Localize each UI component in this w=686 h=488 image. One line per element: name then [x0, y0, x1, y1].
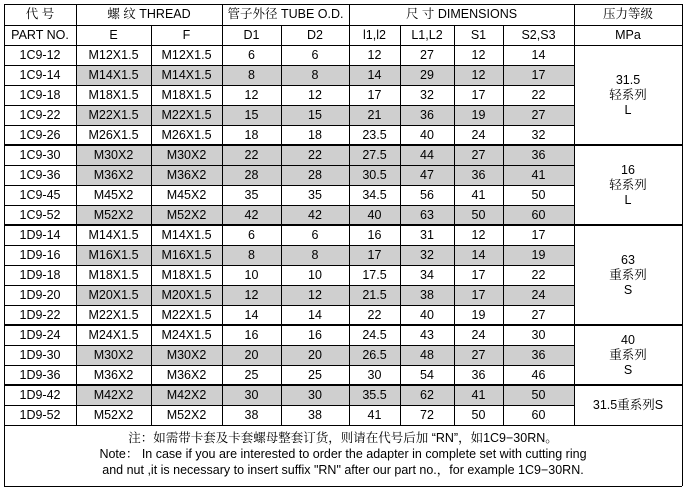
part-number-cell: 1D9-14 [19, 227, 61, 242]
grid-line [4, 305, 574, 306]
grid-line [4, 125, 574, 126]
pressure-class-cell [574, 45, 682, 145]
table-cell: 36 [454, 165, 503, 185]
pressure-class-cell [574, 325, 682, 385]
header-f: F [182, 27, 191, 42]
table-cell: M42X2 [76, 385, 151, 405]
grid-line [503, 25, 504, 425]
table-cell: 27 [503, 105, 574, 125]
table-cell: 42 [222, 205, 281, 225]
table-cell: M30X2 [151, 145, 222, 165]
grid-line [4, 285, 574, 286]
table-cell: 18 [308, 127, 322, 142]
table-cell: 28 [281, 165, 349, 185]
table-cell: 24 [503, 285, 574, 305]
table-cell: 8 [281, 65, 349, 85]
grid-line [4, 65, 574, 66]
table-cell: 54 [420, 367, 434, 382]
table-cell: M22X1.5 [161, 307, 212, 322]
table-cell: 12 [367, 47, 382, 62]
table-cell: 6 [311, 47, 319, 62]
table-cell: M22X1.5 [151, 105, 222, 125]
note-chinese: 注：如需带卡套及卡套螺母整套订货，则请在代号后加 “RN”，如1C9−30RN。 [128, 431, 558, 445]
grid-line [222, 4, 223, 425]
grid-line [4, 365, 574, 366]
table-cell: 40 [420, 307, 434, 322]
table-cell: M30X2 [76, 145, 151, 165]
pressure-code: L [624, 192, 632, 207]
pressure-value: 31.5重系列S [592, 397, 664, 412]
header-d2: D2 [307, 27, 323, 42]
table-cell: M52X2 [76, 205, 151, 225]
grid-line [4, 224, 682, 226]
header-e: E [109, 27, 118, 42]
table-cell: 27.5 [349, 145, 400, 165]
table-cell: M36X2 [166, 367, 207, 382]
part-number-cell: 1D9-52 [19, 407, 61, 422]
grid-line [76, 4, 77, 425]
grid-line [4, 4, 682, 5]
table-cell: 24 [471, 127, 486, 142]
table-cell: 17 [531, 227, 546, 242]
table-cell: 35 [308, 187, 322, 202]
pressure-value: 16 [621, 162, 635, 177]
part-number-cell: 1C9-12 [19, 47, 61, 62]
part-number-cell: 1C9-52 [19, 207, 61, 222]
pressure-value: 63 [621, 252, 635, 267]
table-cell: 35 [244, 187, 259, 202]
table-cell: M14X1.5 [88, 227, 139, 242]
table-cell: 14 [308, 307, 322, 322]
grid-line [400, 25, 401, 425]
pressure-series: 重系列 [609, 347, 647, 362]
grid-line [4, 105, 574, 106]
grid-line [454, 25, 455, 425]
table-cell: 19 [454, 105, 503, 125]
table-cell: 40 [420, 127, 434, 142]
header-part-no: PART NO. [11, 27, 69, 42]
part-number-cell: 1D9-36 [19, 367, 61, 382]
table-cell: 6 [248, 227, 255, 242]
table-cell: 23.5 [362, 127, 387, 142]
table-cell: M45X2 [93, 187, 134, 202]
table-cell: 40 [349, 205, 400, 225]
table-cell: 8 [281, 245, 349, 265]
pressure-code: S [623, 362, 633, 377]
table-cell: 30 [222, 385, 281, 405]
table-cell: M18X1.5 [161, 267, 212, 282]
pressure-code: L [624, 102, 632, 117]
table-cell: 38 [400, 285, 454, 305]
table-cell: 17 [503, 65, 574, 85]
header-part-no-cn: 代 号 [25, 7, 55, 21]
table-cell: 50 [454, 205, 503, 225]
table-cell: M22X1.5 [76, 105, 151, 125]
table-cell: 36 [400, 105, 454, 125]
table-cell: 21.5 [349, 285, 400, 305]
part-number-cell: 1C9-22 [19, 107, 61, 122]
grid-line [4, 185, 574, 186]
table-cell: 72 [420, 407, 434, 422]
table-cell: 16 [367, 227, 382, 242]
table-cell: 20 [281, 345, 349, 365]
table-cell: M18X1.5 [88, 87, 139, 102]
table-cell: M16X1.5 [76, 245, 151, 265]
table-cell: M26X1.5 [88, 127, 139, 142]
table-cell: 60 [503, 205, 574, 225]
table-cell: 62 [400, 385, 454, 405]
part-number-cell: 1C9-26 [19, 127, 61, 142]
table-cell: M20X1.5 [76, 285, 151, 305]
table-cell: 26.5 [349, 345, 400, 365]
table-cell: 28 [222, 165, 281, 185]
table-cell: 36 [503, 145, 574, 165]
table-cell: 22 [531, 87, 546, 102]
table-cell: 44 [400, 145, 454, 165]
table-cell: 8 [222, 65, 281, 85]
table-cell: 10 [308, 267, 322, 282]
table-cell: M42X2 [151, 385, 222, 405]
table-cell: M52X2 [151, 205, 222, 225]
table-cell: 48 [400, 345, 454, 365]
table-cell: M45X2 [166, 187, 207, 202]
table-cell: 50 [471, 407, 486, 422]
table-cell: 24 [471, 327, 486, 342]
table-cell: 60 [531, 407, 546, 422]
pressure-class-cell [574, 385, 682, 425]
grid-line [4, 144, 682, 146]
table-cell: 17 [471, 87, 486, 102]
table-cell: 25 [244, 367, 259, 382]
table-cell: M12X1.5 [161, 47, 212, 62]
table-cell: 6 [311, 227, 319, 242]
order-note [4, 430, 682, 478]
table-cell: 22 [531, 267, 546, 282]
table-cell: 17 [349, 245, 400, 265]
table-cell: M20X1.5 [151, 285, 222, 305]
grid-line [682, 4, 683, 486]
grid-line [349, 4, 350, 425]
part-number-cell: 1D9-30 [19, 347, 61, 362]
pressure-class-cell [574, 145, 682, 225]
table-cell: 30.5 [349, 165, 400, 185]
table-cell: 46 [531, 367, 546, 382]
table-cell: M14X1.5 [161, 227, 212, 242]
grid-line [151, 25, 152, 425]
grid-line [4, 205, 574, 206]
table-cell: 18 [244, 127, 259, 142]
table-cell: 38 [308, 407, 322, 422]
part-number-cell: 1D9-42 [19, 387, 61, 402]
table-cell: 15 [222, 105, 281, 125]
table-cell: 47 [400, 165, 454, 185]
grid-line [4, 384, 682, 386]
table-cell: 29 [400, 65, 454, 85]
table-cell: 10 [244, 267, 259, 282]
header-tube-od: 管子外径 TUBE O.D. [227, 7, 344, 21]
header-L1-L2: L1,L2 [411, 27, 443, 42]
grid-line [4, 486, 682, 487]
table-cell: M26X1.5 [161, 127, 212, 142]
table-cell: 12 [281, 285, 349, 305]
part-number-cell: 1D9-24 [19, 327, 61, 342]
table-cell: 50 [503, 385, 574, 405]
header-mpa: MPa [615, 27, 641, 42]
grid-line [574, 4, 575, 425]
table-cell: 25 [308, 367, 322, 382]
part-number-cell: 1C9-36 [19, 167, 61, 182]
table-cell: M22X1.5 [88, 307, 139, 322]
table-cell: 34.5 [362, 187, 387, 202]
table-cell: 19 [471, 307, 486, 322]
table-cell: M14X1.5 [76, 65, 151, 85]
grid-line [4, 245, 574, 246]
header-dimensions: 尺 寸 DIMENSIONS [405, 7, 518, 21]
table-cell: 22 [222, 145, 281, 165]
header-s2-s3: S2,S3 [521, 27, 556, 42]
grid-line [281, 25, 282, 425]
table-cell: 12 [222, 285, 281, 305]
table-cell: 17 [471, 267, 486, 282]
table-cell: M18X1.5 [88, 267, 139, 282]
table-cell: M36X2 [151, 165, 222, 185]
table-cell: M30X2 [76, 345, 151, 365]
table-cell: M14X1.5 [151, 65, 222, 85]
part-number-cell: 1D9-18 [19, 267, 61, 282]
table-cell: 12 [471, 47, 486, 62]
table-cell: M30X2 [151, 345, 222, 365]
table-cell: 63 [400, 205, 454, 225]
table-cell: 43 [420, 327, 434, 342]
pressure-value: 40 [621, 332, 635, 347]
table-cell: 27 [531, 307, 546, 322]
pressure-code: S [623, 282, 633, 297]
header-thread: 螺 纹 THREAD [107, 7, 191, 21]
table-cell: 41 [503, 165, 574, 185]
part-number-cell: 1C9-30 [19, 147, 61, 162]
header-l1-l2: l1,l2 [363, 27, 386, 42]
note-english-line2: and nut ,it is necessary to insert suffix "RN" after our part no.，for example 1C9−30RN. [102, 463, 584, 477]
table-cell: 17.5 [362, 267, 387, 282]
header-pressure-cn: 压力等级 [602, 7, 653, 21]
table-cell: 36 [503, 345, 574, 365]
part-number-cell: 1C9-14 [19, 67, 61, 82]
table-cell: 41 [471, 187, 486, 202]
pressure-class-cell [574, 225, 682, 325]
pressure-value: 31.5 [615, 72, 641, 87]
part-number-cell: 1C9-18 [19, 87, 61, 102]
table-cell: 50 [531, 187, 546, 202]
table-cell: M52X2 [166, 407, 207, 422]
table-cell: 24.5 [362, 327, 387, 342]
grid-line [4, 165, 574, 166]
part-number-cell: 1D9-22 [19, 307, 61, 322]
part-number-cell: 1D9-20 [19, 287, 61, 302]
table-cell: 14 [531, 47, 546, 62]
table-cell: 27 [454, 345, 503, 365]
table-cell: M24X1.5 [161, 327, 212, 342]
grid-line [4, 345, 574, 346]
table-cell: 27 [454, 145, 503, 165]
table-cell: 41 [454, 385, 503, 405]
pressure-series: 轻系列 [609, 87, 647, 102]
table-cell: 31 [420, 227, 434, 242]
table-cell: 35.5 [349, 385, 400, 405]
part-number-cell: 1C9-45 [19, 187, 61, 202]
pressure-series: 重系列 [609, 267, 647, 282]
table-cell: 6 [248, 47, 255, 62]
table-cell: 22 [367, 307, 382, 322]
table-cell: 12 [454, 65, 503, 85]
table-cell: 14 [244, 307, 259, 322]
grid-line [4, 425, 682, 426]
table-cell: 14 [454, 245, 503, 265]
table-cell: 17 [367, 87, 382, 102]
table-cell: 32 [531, 127, 546, 142]
table-cell: M18X1.5 [161, 87, 212, 102]
table-cell: 36 [471, 367, 486, 382]
part-number-cell: 1D9-16 [19, 247, 61, 262]
table-cell: 16 [244, 327, 259, 342]
pressure-series: 轻系列 [609, 177, 647, 192]
grid-line [4, 405, 574, 406]
table-cell: 27 [420, 47, 434, 62]
table-cell: 34 [420, 267, 434, 282]
grid-line [4, 45, 682, 46]
grid-line [4, 265, 574, 266]
table-cell: M16X1.5 [151, 245, 222, 265]
table-cell: M52X2 [93, 407, 134, 422]
table-cell: M36X2 [76, 165, 151, 185]
table-cell: 19 [503, 245, 574, 265]
grid-line [4, 25, 682, 26]
table-cell: 32 [420, 87, 434, 102]
grid-line [4, 4, 5, 486]
table-cell: 12 [308, 87, 322, 102]
table-cell: 20 [222, 345, 281, 365]
table-cell: 21 [349, 105, 400, 125]
grid-line [4, 85, 574, 86]
table-cell: 17 [454, 285, 503, 305]
table-cell: M24X1.5 [88, 327, 139, 342]
table-cell: 14 [349, 65, 400, 85]
table-cell: 32 [400, 245, 454, 265]
table-cell: 15 [281, 105, 349, 125]
table-cell: 30 [367, 367, 382, 382]
table-cell: M36X2 [93, 367, 134, 382]
table-cell: 30 [531, 327, 546, 342]
table-cell: 38 [244, 407, 259, 422]
header-d1: D1 [243, 27, 260, 42]
table-cell: 41 [367, 407, 382, 422]
grid-line [4, 324, 682, 326]
table-cell: 30 [281, 385, 349, 405]
table-cell: 16 [308, 327, 322, 342]
table-cell: 22 [281, 145, 349, 165]
table-cell: 12 [471, 227, 486, 242]
table-cell: 56 [420, 187, 434, 202]
table-cell: 8 [222, 245, 281, 265]
table-cell: 12 [244, 87, 259, 102]
table-cell: M12X1.5 [88, 47, 139, 62]
note-english-line1: Note： In case if you are interested to order the adapter in complete set with cutting ring [99, 447, 587, 461]
table-cell: 42 [281, 205, 349, 225]
header-s1: S1 [470, 27, 487, 42]
